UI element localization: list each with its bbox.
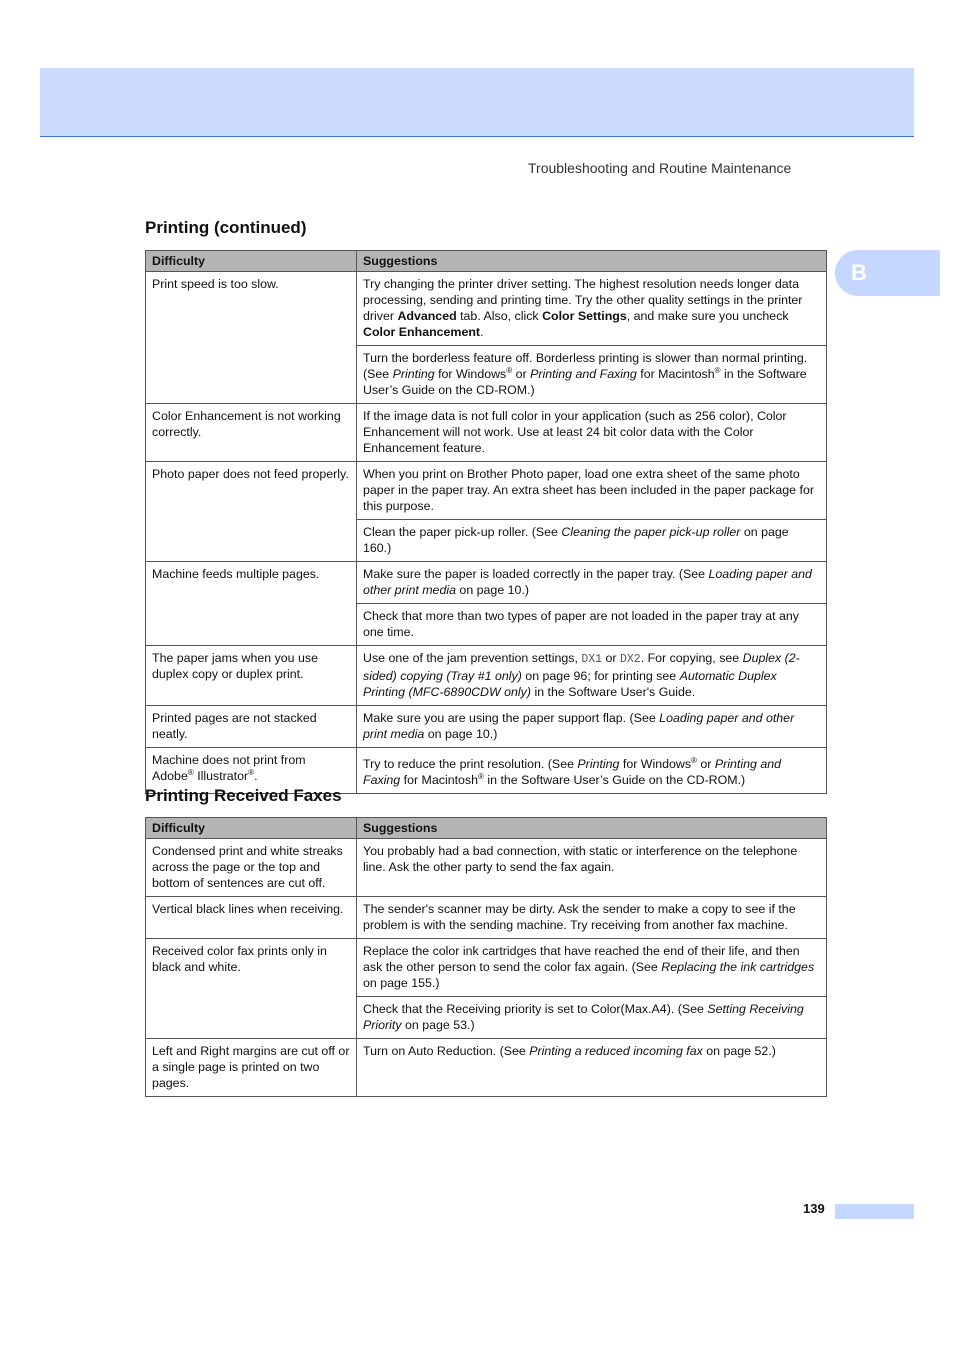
suggestion-cell: If the image data is not full color in your application (such as 256 color), Color Enhancement will not work. Use at least 24 bit color data with the Color Enhancement feature. <box>357 404 827 462</box>
page-number: 139 <box>803 1201 825 1216</box>
suggestion-cell: When you print on Brother Photo paper, load one extra sheet of the same photo paper in the paper tray. An extra sheet has been included in the paper package for this purpose. <box>357 462 827 520</box>
table-row <box>146 1039 827 1097</box>
difficulty-cell: The paper jams when you use duplex copy or duplex print. <box>146 646 357 706</box>
printing-table <box>145 250 827 794</box>
table-row <box>146 839 827 897</box>
table-row <box>146 897 827 939</box>
col-difficulty: Difficulty <box>146 818 357 839</box>
suggestion-cell: Use one of the jam prevention settings, DX1 or DX2. For copying, see Duplex (2-sided) copying (Tray #1 only) on page 96; for printing see Automatic Duplex Printing (MFC-6890CDW only) in the Software User's Guide. <box>357 646 827 706</box>
col-suggestions: Suggestions <box>357 251 827 272</box>
table-row <box>146 272 827 346</box>
table-row <box>146 404 827 462</box>
suggestion-cell: Check that the Receiving priority is set to Color(Max.A4). (See Setting Receiving Priority on page 53.) <box>357 997 827 1039</box>
suggestion-cell: Try changing the printer driver setting. The highest resolution needs longer data processing, sending and printing time. Try the other quality settings in the printer driver Advanced tab. Also, click Color Settings, and make sure you uncheck Color Enhancement. <box>357 272 827 346</box>
difficulty-cell: Vertical black lines when receiving. <box>146 897 357 939</box>
difficulty-cell: Machine feeds multiple pages. <box>146 562 357 646</box>
header-band <box>40 68 914 137</box>
difficulty-cell: Color Enhancement is not working correctly. <box>146 404 357 462</box>
suggestion-cell: Clean the paper pick-up roller. (See Cleaning the paper pick-up roller on page 160.) <box>357 520 827 562</box>
section-title-faxes: Printing Received Faxes <box>145 786 342 805</box>
page-number-bar <box>835 1204 914 1219</box>
suggestion-cell: Try to reduce the print resolution. (See Printing for Windows® or Printing and Faxing for Macintosh® in the Software User’s Guide on the CD-ROM.) <box>357 748 827 794</box>
suggestion-cell: Check that more than two types of paper are not loaded in the paper tray at any one time. <box>357 604 827 646</box>
table-row <box>146 939 827 997</box>
suggestion-cell: Make sure the paper is loaded correctly in the paper tray. (See Loading paper and other print media on page 10.) <box>357 562 827 604</box>
difficulty-cell: Machine does not print from Adobe® Illustrator®. <box>146 748 357 794</box>
suggestion-cell: Turn on Auto Reduction. (See Printing a reduced incoming fax on page 52.) <box>357 1039 827 1097</box>
difficulty-cell: Received color fax prints only in black and white. <box>146 939 357 1039</box>
faxes-table <box>145 817 827 1097</box>
chapter-tab: B <box>835 250 940 296</box>
table-row <box>146 462 827 520</box>
difficulty-cell: Photo paper does not feed properly. <box>146 462 357 562</box>
col-suggestions: Suggestions <box>357 818 827 839</box>
col-difficulty: Difficulty <box>146 251 357 272</box>
table-row <box>146 646 827 706</box>
suggestion-cell: You probably had a bad connection, with static or interference on the telephone line. Ask the other party to send the fax again. <box>357 839 827 897</box>
difficulty-cell: Left and Right margins are cut off or a single page is printed on two pages. <box>146 1039 357 1097</box>
difficulty-cell: Printed pages are not stacked neatly. <box>146 706 357 748</box>
running-head: Troubleshooting and Routine Maintenance <box>528 160 792 176</box>
suggestion-cell: Replace the color ink cartridges that have reached the end of their life, and then ask the other person to send the color fax again. (See Replacing the ink cartridges on page 155.) <box>357 939 827 997</box>
suggestion-cell: The sender's scanner may be dirty. Ask the sender to make a copy to see if the problem is with the sending machine. Try receiving from another fax machine. <box>357 897 827 939</box>
table-row <box>146 706 827 748</box>
difficulty-cell: Print speed is too slow. <box>146 272 357 404</box>
suggestion-cell: Turn the borderless feature off. Borderless printing is slower than normal printing. (See Printing for Windows® or Printing and Faxing for Macintosh® in the Software User’s Guide on the CD-ROM.) <box>357 346 827 404</box>
section-title-printing: Printing (continued) <box>145 218 307 237</box>
suggestion-cell: Make sure you are using the paper support flap. (See Loading paper and other print media on page 10.) <box>357 706 827 748</box>
table-header-row <box>146 251 827 272</box>
difficulty-cell: Condensed print and white streaks across the page or the top and bottom of sentences are cut off. <box>146 839 357 897</box>
table-row <box>146 562 827 604</box>
table-header-row <box>146 818 827 839</box>
